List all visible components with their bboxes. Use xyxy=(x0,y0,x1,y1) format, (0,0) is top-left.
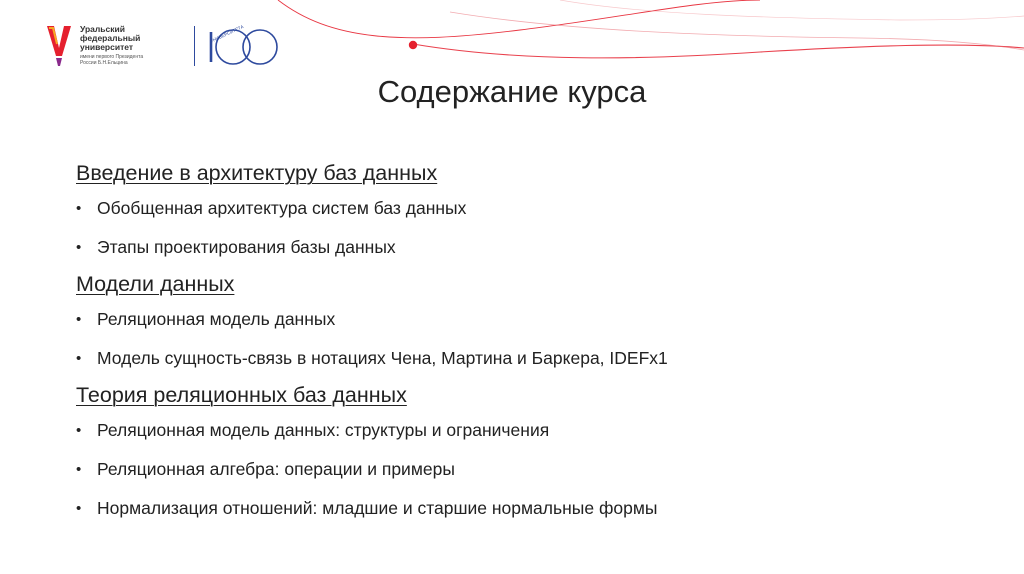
bullet-icon: • xyxy=(76,500,82,517)
centenary-100-icon xyxy=(204,24,286,70)
svg-text:УНИВЕРСИТЕТА: УНИВЕРСИТЕТА xyxy=(209,24,245,44)
section-heading: Теория реляционных баз данных xyxy=(76,383,407,407)
list-item xyxy=(76,489,976,528)
logo-divider xyxy=(194,26,195,66)
list-item xyxy=(76,228,976,267)
logo-text xyxy=(80,25,188,66)
swoosh-line-lower xyxy=(450,12,1024,50)
bullet-icon: • xyxy=(76,200,82,217)
university-subtitle: имени первого Президента России Б.Н.Ельцина xyxy=(80,54,144,66)
university-logo xyxy=(44,22,244,72)
swoosh-line-upper xyxy=(278,0,760,38)
list-item xyxy=(76,189,976,228)
course-contents xyxy=(76,155,976,528)
list-item xyxy=(76,300,976,339)
bullet-icon: • xyxy=(76,461,82,478)
slide-title: Содержание курса xyxy=(377,74,647,109)
list-item xyxy=(76,450,976,489)
university-name: Уральский федеральный университет xyxy=(80,24,141,52)
section-intro xyxy=(76,157,976,267)
bullet-icon: • xyxy=(76,239,82,256)
list-item-text: Обобщенная архитектура систем баз данных xyxy=(97,198,467,218)
bullet-icon: • xyxy=(76,311,82,328)
list-item-text: Реляционная алгебра: операции и примеры xyxy=(97,459,455,479)
list-item-text: Реляционная модель данных xyxy=(97,309,336,329)
section-heading: Модели данных xyxy=(76,272,235,296)
list-item-text: Реляционная модель данных: структуры и ограничения xyxy=(97,420,550,440)
section-relational-theory xyxy=(76,379,976,528)
list-item xyxy=(76,411,976,450)
swoosh-line-top xyxy=(560,0,1024,20)
list-item xyxy=(76,339,976,378)
swoosh-line-middle xyxy=(413,44,1024,58)
list-item-text: Этапы проектирования базы данных xyxy=(97,237,396,257)
bullet-icon: • xyxy=(76,422,82,439)
list-item-text: Модель сущность-связь в нотациях Чена, Мартина и Баркера, IDEFx1 xyxy=(97,348,668,368)
bullet-icon: • xyxy=(76,350,82,367)
swoosh-dot xyxy=(409,41,417,49)
urfu-u-logo-icon xyxy=(44,24,74,68)
section-data-models xyxy=(76,268,976,378)
section-heading: Введение в архитектуру баз данных xyxy=(76,161,438,185)
list-item-text: Нормализация отношений: младшие и старшие нормальные формы xyxy=(97,498,658,518)
